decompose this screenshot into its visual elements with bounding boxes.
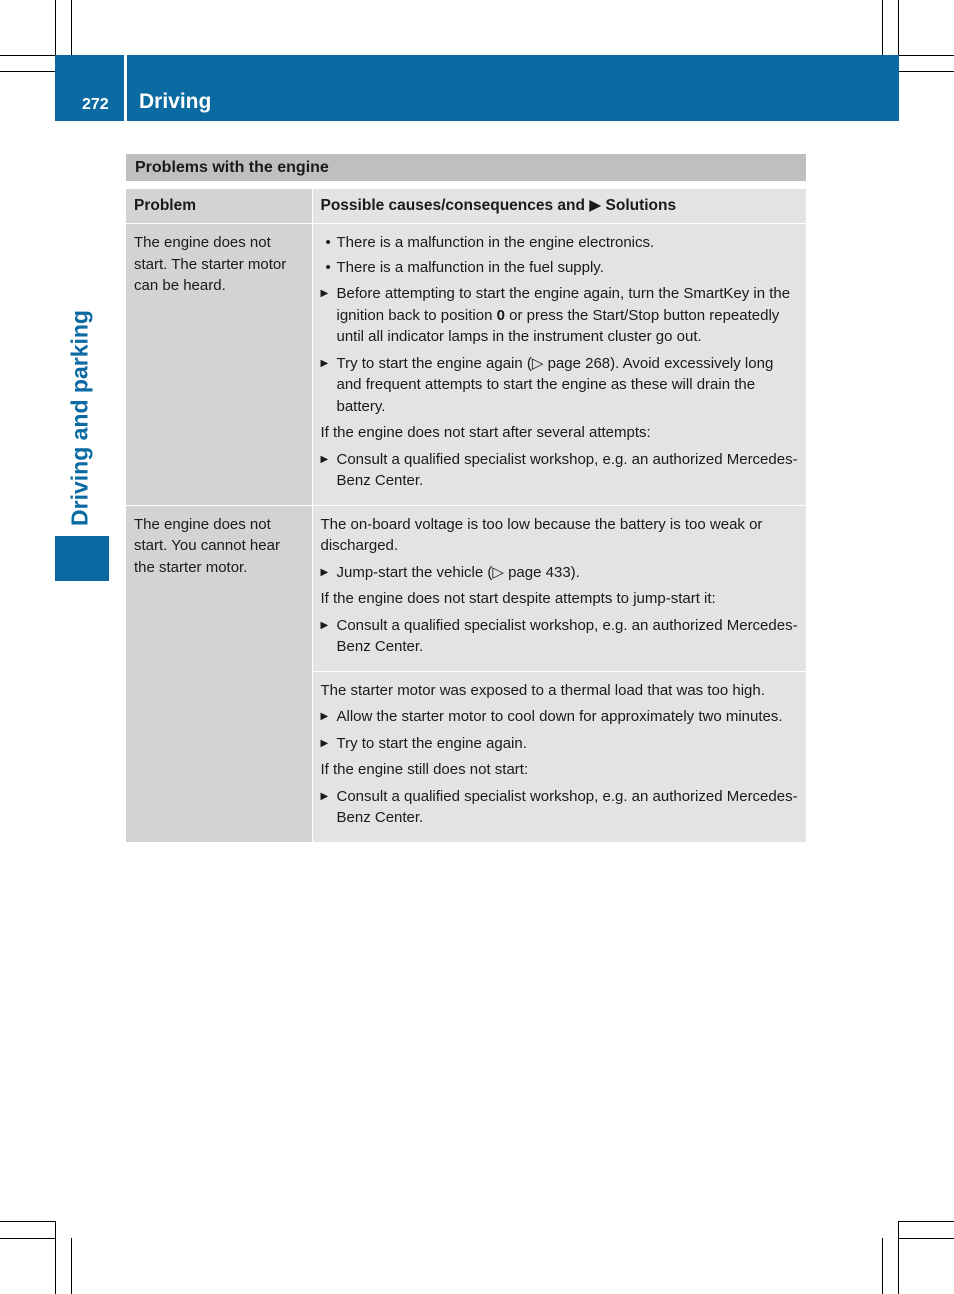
page-number: 272 <box>82 96 109 113</box>
column-header-solutions: Possible causes/consequences and ▶ Solutions <box>312 189 806 224</box>
crop-mark <box>55 1221 56 1294</box>
troubleshooting-table <box>126 154 806 843</box>
cause-item: • There is a malfunction in the engine electronics. <box>321 232 800 254</box>
note-text: If the engine does not start despite attempts to jump-start it: <box>320 590 716 607</box>
table-row <box>126 224 806 506</box>
crop-mark <box>899 55 954 56</box>
action-step: ▶ Jump-start the vehicle (▷ page 433). <box>321 562 800 584</box>
crop-mark <box>882 1238 883 1294</box>
header-divider <box>124 55 127 121</box>
action-step: ▶ Try to start the engine again (▷ page 268). Avoid excessively long and frequent attempts to start the engine as these will drain the battery. <box>321 353 800 418</box>
column-header-problem: Problem <box>126 189 312 224</box>
solution-cell <box>312 671 806 842</box>
crop-mark <box>55 0 56 55</box>
problem-cell: The engine does not start. You cannot hear the starter motor. <box>126 505 312 842</box>
crop-mark <box>899 1221 954 1222</box>
action-step: ▶ Consult a qualified specialist workshop, e.g. an authorized Mercedes-Benz Center. <box>321 449 800 492</box>
crop-mark <box>898 0 899 55</box>
cause-text: The starter motor was exposed to a thermal load that was too high. <box>320 681 765 699</box>
problem-cell: The engine does not start. The starter motor can be heard. <box>126 224 312 506</box>
action-step: ▶ Consult a qualified specialist workshop, e.g. an authorized Mercedes-Benz Center. <box>321 615 800 658</box>
action-step: ▶ Consult a qualified specialist workshop, e.g. an authorized Mercedes-Benz Center. <box>321 786 800 829</box>
action-step: ▶ Before attempting to start the engine again, turn the SmartKey in the ignition back to position 0 or press the Start/Stop button repeatedly until all indicator lamps in the instrument cluster go out. <box>321 283 800 348</box>
note-text: If the engine does not start after several attempts: <box>320 424 651 441</box>
solution-cell <box>312 505 806 671</box>
crop-mark <box>899 71 954 72</box>
problems-table <box>126 189 806 843</box>
note-text: If the engine still does not start: <box>320 761 529 778</box>
crop-mark <box>882 0 883 55</box>
table-header-row <box>126 189 806 224</box>
crop-mark <box>0 55 55 56</box>
solution-cell <box>312 224 806 506</box>
action-step: ▶ Try to start the engine again. <box>321 733 800 755</box>
action-step: ▶ Allow the starter motor to cool down for approximately two minutes. <box>321 706 800 728</box>
chapter-tab <box>55 536 109 581</box>
crop-mark <box>0 1221 55 1222</box>
crop-mark <box>0 71 55 72</box>
cause-text: The on-board voltage is too low because the battery is too weak or discharged. <box>320 515 763 554</box>
crop-mark <box>0 1238 55 1239</box>
section-title: Driving <box>139 90 212 113</box>
cause-item: • There is a malfunction in the fuel supply. <box>321 257 800 279</box>
crop-mark <box>71 0 72 55</box>
crop-mark <box>898 1221 899 1294</box>
table-title: Problems with the engine <box>126 154 806 181</box>
table-row <box>126 505 806 671</box>
crop-mark <box>899 1238 954 1239</box>
crop-mark <box>71 1238 72 1294</box>
